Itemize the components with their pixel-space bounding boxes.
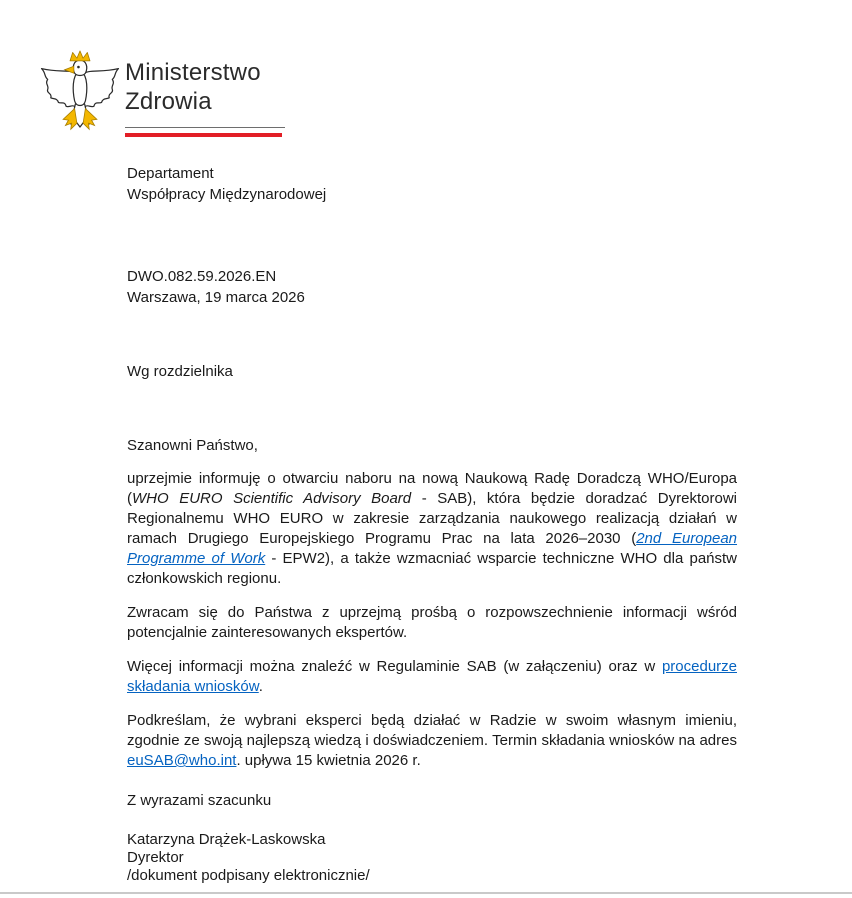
department-line2: Współpracy Międzynarodowej xyxy=(127,186,327,203)
paragraph-1-text: - SAB), która będzie doradzać Dyrektorowi Regionalnemu WHO EURO w zakresie zarządzania naukowego realizacją działań w ramach Drugiego Europejskiego Programu Prac na lata 2026–2030 ( xyxy=(127,490,737,547)
paragraph-3-text: Więcej informacji można znaleźć w Regulaminie SAB (w załączeniu) oraz w xyxy=(127,658,662,675)
paragraph-1-text: uprzejmie informuję o otwarciu naboru na nową Naukową Radę Doradczą WHO/Europa ( xyxy=(127,470,737,507)
paragraph-4 xyxy=(127,711,737,771)
signature-block xyxy=(127,831,737,885)
ministry-name xyxy=(125,58,261,116)
department-line1: Departament xyxy=(127,165,214,182)
paragraph-1-italic-term: WHO EURO Scientific Advisory Board xyxy=(132,490,412,507)
page-bottom-border xyxy=(0,892,852,894)
polish-eagle-icon xyxy=(40,48,120,143)
paragraph-4-text: . upływa 15 kwietnia 2026 r. xyxy=(236,752,421,769)
distribution-note: Wg rozdzielnika xyxy=(127,363,233,380)
reference-block xyxy=(127,266,305,308)
ministry-name-line2: Zdrowia xyxy=(125,88,212,115)
paragraph-2: Zwracam się do Państwa z uprzejmą prośbą o rozpowszechnienie informacji wśród potencjalnie zainteresowanych ekspertów. xyxy=(127,604,737,641)
signature-note: /dokument podpisany elektronicznie/ xyxy=(127,867,370,884)
valediction: Z wyrazami szacunku xyxy=(127,792,272,809)
salutation: Szanowni Państwo, xyxy=(127,437,258,454)
link-eusab-email[interactable]: euSAB@who.int xyxy=(127,752,237,769)
link-2nd-european-programme-of-work[interactable]: 2nd European Programme of Work xyxy=(127,530,738,567)
letter-body xyxy=(127,436,737,885)
letterhead-red-rule xyxy=(125,133,282,137)
paragraph-3 xyxy=(127,657,737,697)
place-and-date: Warszawa, 19 marca 2026 xyxy=(127,289,305,306)
paragraph-1-text: - EPW2), a także wzmacniać wsparcie techniczne WHO dla państw członkowskich regionu. xyxy=(127,550,738,587)
reference-number: DWO.082.59.2026.EN xyxy=(127,268,277,285)
letterhead-gray-rule xyxy=(125,127,285,128)
paragraph-1 xyxy=(127,469,737,589)
signer-name: Katarzyna Drążek-Laskowska xyxy=(127,831,326,848)
department-block xyxy=(127,163,326,205)
paragraph-3-text: . xyxy=(258,678,263,695)
signer-title: Dyrektor xyxy=(127,849,184,866)
link-application-procedure[interactable]: procedurze składania wniosków xyxy=(127,658,737,695)
ministry-name-line1: Ministerstwo xyxy=(125,59,261,86)
paragraph-4-text: Podkreślam, że wybrani eksperci będą działać w Radzie w swoim własnym imieniu, zgodnie ze swoją najlepszą wiedzą i doświadczeniem. Termin składania wniosków na adres xyxy=(127,712,737,749)
